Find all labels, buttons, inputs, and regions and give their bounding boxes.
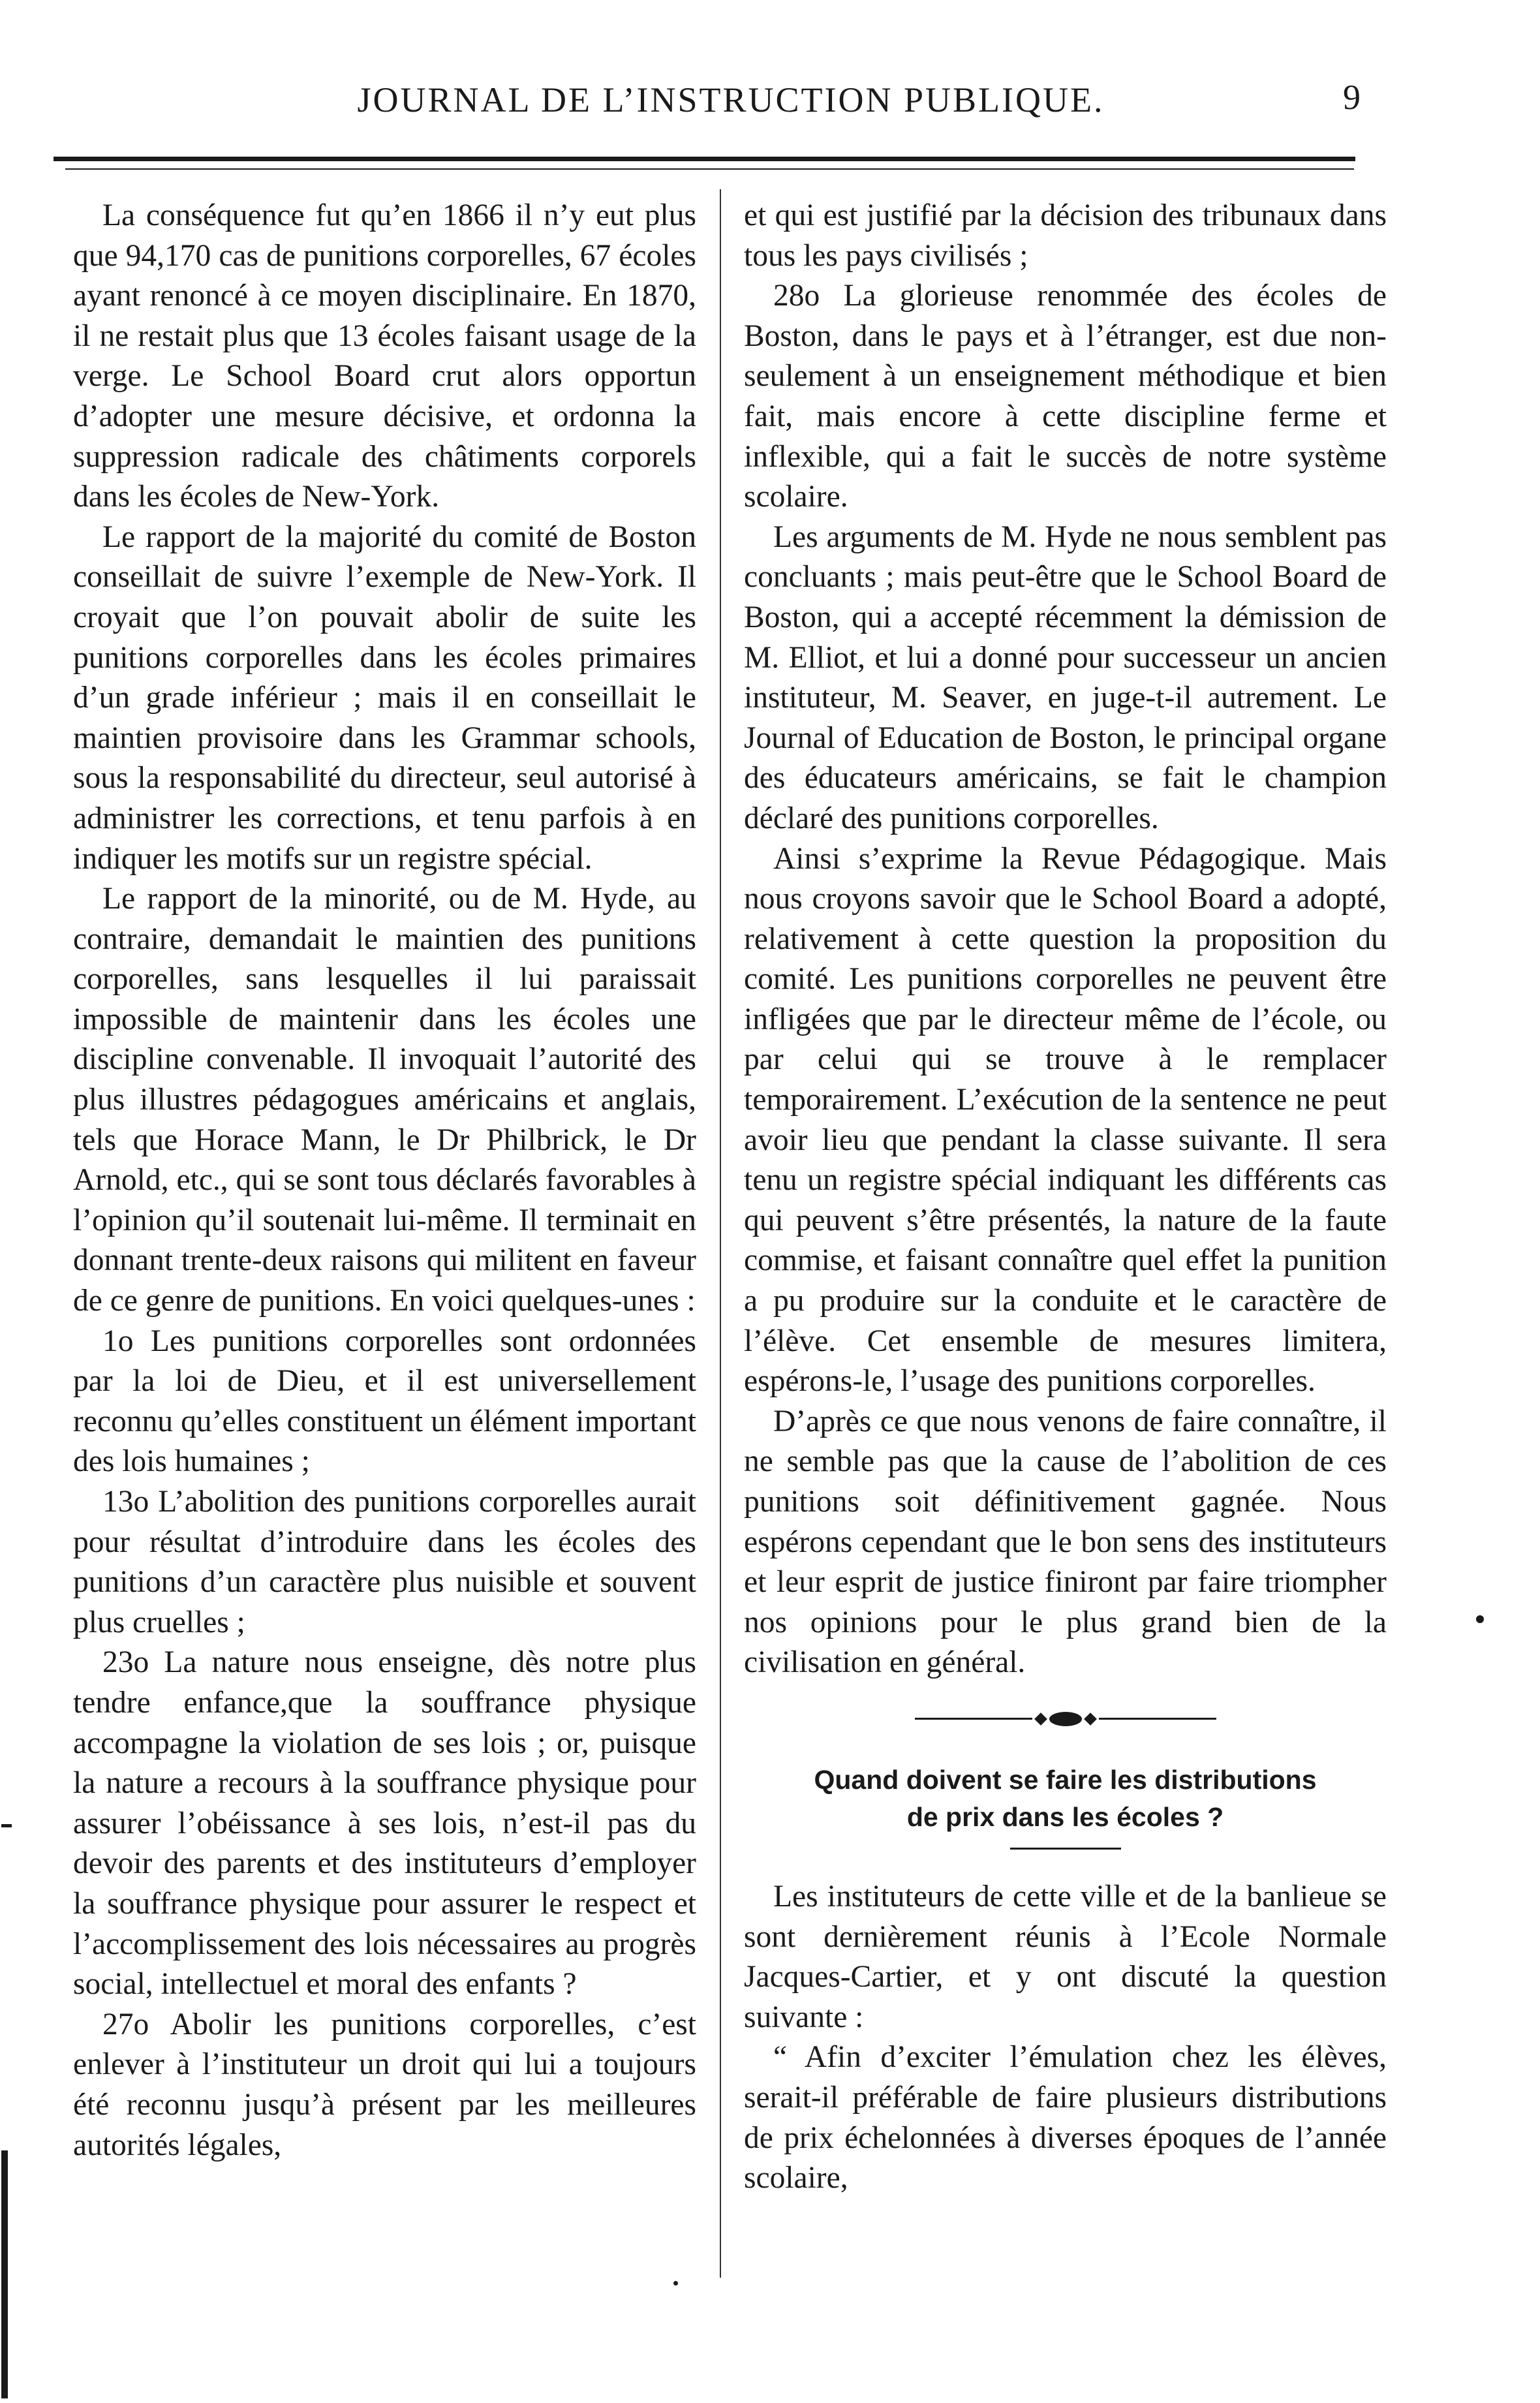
left-column — [73, 196, 696, 2165]
list-item: 1o Les punitions corporelles sont ordonnées par la loi de Dieu, et il est universellement reconnu qu’elles constituent un élément important des lois humaines ; — [73, 1324, 696, 1479]
paragraph: La conséquence fut qu’en 1866 il n’y eut plus que 94,170 cas de punitions corporelles, 67 écoles ayant renoncé à ce moyen disciplinaire. En 1870, il ne restait plus que 13 écoles faisant usage de la verge. Le School Board crut alors opportun d’adopter une mesure décisive, et ordonna la suppression radicale des châtiments corporels dans les écoles de New-York. — [73, 198, 696, 514]
paragraph: “ Afin d’exciter l’émulation chez les élèves, serait-il préférable de faire plusieurs distributions de prix échelonnées à diverses époques de l’année scolaire, — [744, 2040, 1387, 2195]
paragraph: Les instituteurs de cette ville et de la banlieue se sont dernièrement réunis à l’Ecole Normale Jacques-Cartier, et y ont discuté la question suivante : — [744, 1879, 1387, 2034]
section-rule — [1010, 1848, 1121, 1850]
section-title-line: Quand doivent se faire les distributions — [814, 1764, 1317, 1795]
right-column — [744, 196, 1387, 2199]
list-item: 13o L’abolition des punitions corporelles aurait pour résultat d’introduire dans les écoles des punitions d’un caractère plus nuisible et souvent plus cruelles ; — [73, 1485, 696, 1639]
header-rule-thin — [65, 168, 1354, 170]
list-item: 23o La nature nous enseigne, dès notre plus tendre enfance,que la souffrance physique accompagne la violation de ses lois ; or, puisque la nature a recours à la souffrance physique pour assurer l’obéissance à ses lois, n’est-il pas du devoir des parents et des instituteurs d’employer la souffrance physique pour assurer le respect et l’accomplissement des lois nécessaires au progrès social, intellectuel et moral des enfants ? — [73, 1645, 696, 2002]
margin-tick — [1, 1824, 12, 1827]
paragraph: Le rapport de la minorité, ou de M. Hyde, au contraire, demandait le maintien des punitions corporelles, sans lesquelles il lui paraissait impossible de maintenir dans les écoles une discipline convenable. Il invoquait l’autorité des plus illustres pédagogues américains et anglais, tels que Horace Mann, le Dr Philbrick, le Dr Arnold, etc., qui se sont tous déclarés favorables à l’opinion qu’il soutenait lui-même. Il terminait en donnant trente-deux raisons qui militent en faveur de ce genre de punitions. En voici quelques-unes : — [73, 882, 696, 1318]
running-head: JOURNAL DE L’INSTRUCTION PUBLIQUE. — [357, 80, 1105, 119]
paragraph: Ainsi s’exprime la Revue Pédagogique. Mais nous croyons savoir que le School Board a adopté, relativement à cette question la proposition du comité. Les punitions corporelles ne peuvent être infligées que par le directeur même de l’école, ou par celui qui se trouve à le remplacer temporairement. L’exécution de la sentence ne peut avoir lieu que pendant la classe suivante. Il sera tenu un registre spécial indiquant les différents cas qui peuvent s’être présentés, la nature de la faute commise, et faisant connaître quel effet la punition a pu produire sur la conduite et le caractère de l’élève. Cet ensemble de mesures limitera, espérons-le, l’usage des punitions corporelles. — [744, 841, 1387, 1399]
margin-dot — [673, 2281, 678, 2286]
column-divider — [720, 189, 721, 2278]
paragraph: Le rapport de la majorité du comité de Boston conseillait de suivre l’exemple de New-York. Il croyait que l’on pouvait abolir de suite les punitions corporelles dans les écoles primaires d’un grade inférieur ; mais il en conseillait le maintien provisoire dans les Grammar schools, sous la responsabilité du directeur, seul autorisé à administrer les corrections, et tenu parfois à en indiquer les motifs sur un registre spécial. — [73, 519, 696, 876]
section-ornament — [744, 1690, 1387, 1748]
margin-tick — [1, 2150, 8, 2398]
section-title-line: de prix dans les écoles ? — [906, 1801, 1224, 1832]
page-number: 9 — [1343, 78, 1361, 117]
list-item: 28o La glorieuse renommée des écoles de Boston, dans le pays et à l’étranger, est due non-seulement à un enseignement méthodique et bien fait, mais encore à cette discipline ferme et inflexible, qui a fait le succès de notre système scolaire. — [744, 279, 1387, 514]
paragraph: Les arguments de M. Hyde ne nous semblent pas concluants ; mais peut-être que le School Board de Boston, qui a accepté récemment la démission de M. Elliot, et lui a donné pour successeur un ancien instituteur, M. Seaver, en juge-t-il autrement. Le Journal of Education de Boston, le principal organe des éducateurs américains, se fait le champion déclaré des punitions corporelles. — [744, 519, 1387, 835]
paragraph: D’après ce que nous venons de faire connaître, il ne semble pas que la cause de l’abolition de ces punitions soit définitivement gagnée. Nous espérons cependant que le bon sens des instituteurs et leur esprit de justice finiront par faire triompher nos opinions pour le plus grand bien de la civilisation en général. — [744, 1404, 1387, 1680]
section-title — [744, 1761, 1387, 1836]
list-item: 27o Abolir les punitions corporelles, c’est enlever à l’instituteur un droit qui lui a toujours été reconnu jusqu’à présent par les meilleures autorités légales, — [73, 2007, 696, 2162]
header-rule-thick — [54, 157, 1355, 161]
paragraph: et qui est justifié par la décision des tribunaux dans tous les pays civilisés ; — [744, 198, 1387, 273]
margin-dot — [1476, 1615, 1484, 1623]
